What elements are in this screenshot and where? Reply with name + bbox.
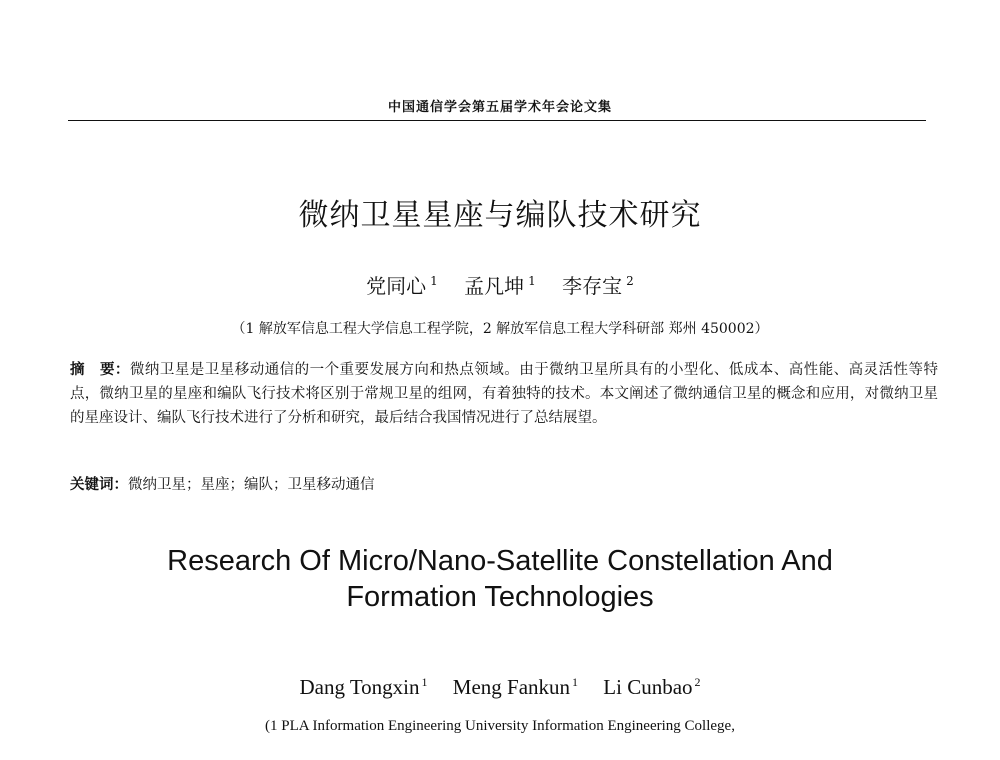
author-name: Meng Fankun xyxy=(452,675,571,699)
author-affiliation-mark: 1 xyxy=(528,274,536,289)
author-affiliation-mark: 2 xyxy=(694,675,701,689)
author-affiliation-mark: 1 xyxy=(430,274,438,289)
english-title-line-2: Formation Technologies xyxy=(346,581,654,613)
keywords-label: 关键词： xyxy=(70,476,128,493)
author-name: 孟凡坤 xyxy=(464,274,525,298)
author-affiliation-mark: 2 xyxy=(626,274,634,289)
chinese-keywords xyxy=(70,473,938,497)
english-title xyxy=(0,543,1000,615)
chinese-abstract xyxy=(70,358,938,430)
english-author xyxy=(453,675,578,699)
author-name: Dang Tongxin xyxy=(299,675,420,699)
author-affiliation-mark: 1 xyxy=(572,675,579,689)
header-rule xyxy=(68,120,926,121)
author-name: 党同心 xyxy=(366,274,427,298)
english-affiliation: (1 PLA Information Engineering University Information Engineering College, xyxy=(265,718,735,734)
author-affiliation-mark: 1 xyxy=(421,675,428,689)
english-author xyxy=(603,675,700,699)
author-name: 李存宝 xyxy=(562,274,623,298)
chinese-title: 微纳卫星星座与编队技术研究 xyxy=(298,198,702,233)
keywords-text: 微纳卫星；星座；编队；卫星移动通信 xyxy=(128,477,375,493)
english-title-line-1: Research Of Micro/Nano-Satellite Constellation And xyxy=(167,545,833,577)
english-authors xyxy=(0,675,1000,700)
chinese-author xyxy=(464,274,536,298)
chinese-author xyxy=(366,274,438,298)
english-author xyxy=(299,675,427,699)
chinese-authors xyxy=(0,270,1000,299)
abstract-text: 微纳卫星是卫星移动通信的一个重要发展方向和热点领域。由于微纳卫星所具有的小型化、低成本、高性能、高灵活性等特点，微纳卫星的星座和编队飞行技术将区别于常规卫星的组网，有着独特的技术。本文阐述了微纳通信卫星的概念和应用，对微纳卫星的星座设计、编队飞行技术进行了分析和研究，最后结合我国情况进行了总结展望。 xyxy=(70,362,939,426)
running-header: 中国通信学会第五届学术年会论文集 xyxy=(387,100,612,115)
chinese-author xyxy=(562,274,634,298)
chinese-affiliation: （1 解放军信息工程大学信息工程学院，2 解放军信息工程大学科研部 郑州 450002） xyxy=(231,321,769,337)
author-name: Li Cunbao xyxy=(603,675,693,699)
abstract-label: 摘 要： xyxy=(70,361,130,378)
